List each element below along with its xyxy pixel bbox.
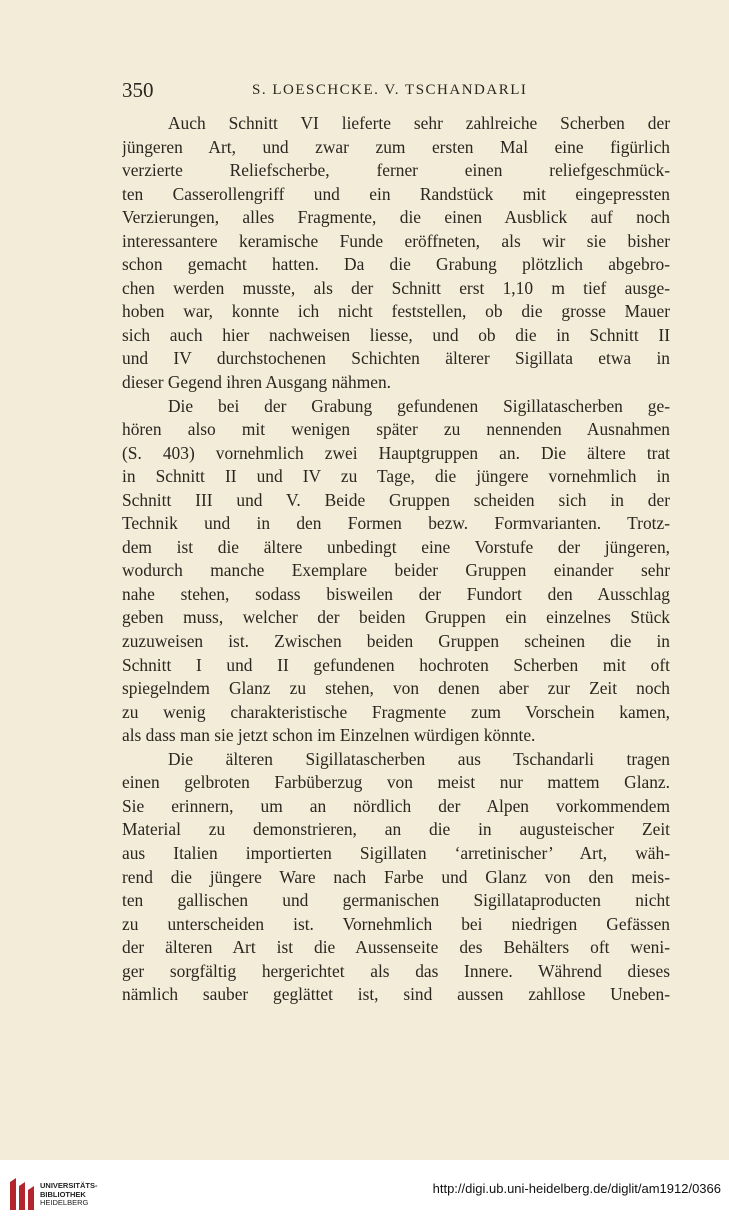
text-line: als dass man sie jetzt schon im Einzelnen würdigen könnte. bbox=[122, 725, 536, 746]
text-line: rend die jüngere Ware nach Farbe und Glanz von den meis- bbox=[122, 866, 670, 887]
text-line: wodurch manche Exemplare beider Gruppen einander sehr bbox=[122, 560, 670, 581]
library-line: UNIVERSITÄTS- bbox=[40, 1181, 98, 1190]
text-line: Schnitt III und V. Beide Gruppen scheiden sich in der bbox=[122, 489, 670, 510]
text-line: ten gallischen und germanischen Sigillataproducten nicht bbox=[122, 890, 670, 911]
running-head: S. LOESCHCKE. V. TSCHANDARLI bbox=[252, 82, 528, 98]
text-line: verzierte Reliefscherbe, ferner einen reliefgeschmück- bbox=[122, 160, 670, 181]
text-line: dem ist die ältere unbedingt eine Vorstufe der jüngeren, bbox=[122, 536, 670, 557]
text-line: dieser Gegend ihren Ausgang nähmen. bbox=[122, 372, 391, 393]
text-line: Schnitt I und II gefundenen hochroten Scherben mit oft bbox=[122, 654, 670, 675]
library-line: BIBLIOTHEK bbox=[40, 1189, 86, 1199]
text-line: jüngeren Art, und zwar zum ersten Mal eine figürlich bbox=[122, 136, 670, 157]
library-name bbox=[40, 1182, 98, 1208]
text-line: in Schnitt II und IV zu Tage, die jüngere vornehmlich in bbox=[122, 466, 670, 487]
text-line: interessantere keramische Funde eröffneten, als wir sie bisher bbox=[122, 230, 670, 251]
text-line: nämlich sauber geglättet ist, sind aussen zahllose Uneben- bbox=[122, 984, 670, 1005]
text-line: ger sorgfältig hergerichtet als das Innere. Während dieses bbox=[122, 960, 670, 981]
text-line: zuzuweisen ist. Zwischen beiden Gruppen scheinen die in bbox=[122, 631, 670, 652]
footer bbox=[0, 1160, 729, 1225]
library-logo-icon bbox=[6, 1174, 40, 1214]
text-line: schon gemacht hatten. Da die Grabung plötzlich abgebro- bbox=[122, 254, 670, 275]
text-line: Material zu demonstrieren, an die in augusteischer Zeit bbox=[122, 819, 670, 840]
page-header bbox=[122, 78, 670, 106]
text-line: ten Casserollengriff und ein Randstück mit eingepressten bbox=[122, 183, 670, 204]
body-text bbox=[122, 112, 670, 1007]
text-line: spiegelndem Glanz zu stehen, von denen aber zur Zeit noch bbox=[122, 678, 670, 699]
text-line: und IV durchstochenen Schichten älterer Sigillata etwa in bbox=[122, 348, 670, 369]
library-line: HEIDELBERG bbox=[40, 1198, 89, 1207]
text-line: zu wenig charakteristische Fragmente zum Vorschein kamen, bbox=[122, 701, 670, 722]
text-line: (S. 403) vornehmlich zwei Hauptgruppen an. Die ältere trat bbox=[122, 442, 670, 463]
text-line: geben muss, welcher der beiden Gruppen ein einzelnes Stück bbox=[122, 607, 670, 628]
text-line: nahe stehen, sodass bisweilen der Fundort den Ausschlag bbox=[122, 583, 670, 604]
text-line: Technik und in den Formen bezw. Formvarianten. Trotz- bbox=[122, 513, 670, 534]
text-line: hören also mit wenigen später zu nennenden Ausnahmen bbox=[122, 419, 670, 440]
text-line: sich auch hier nachweisen liesse, und ob die in Schnitt II bbox=[122, 324, 670, 345]
text-line: der älteren Art ist die Aussenseite des Behälters oft weni- bbox=[122, 937, 670, 958]
text-line: Auch Schnitt VI lieferte sehr zahlreiche Scherben der bbox=[168, 113, 670, 133]
text-line: Die älteren Sigillatascherben aus Tschandarli tragen bbox=[168, 748, 670, 769]
text-line: Verzierungen, alles Fragmente, die einen Ausblick auf noch bbox=[122, 207, 670, 228]
text-line: Sie erinnern, um an nördlich der Alpen vorkommendem bbox=[122, 795, 670, 816]
text-line: aus Italien importierten Sigillaten ‘arretinischer’ Art, wäh- bbox=[122, 842, 670, 863]
text-line: chen werden musste, als der Schnitt erst 1,10 m tief ausge- bbox=[122, 277, 670, 298]
text-line: zu unterscheiden ist. Vornehmlich bei niedrigen Gefässen bbox=[122, 913, 670, 934]
source-url-link[interactable]: http://digi.ub.uni-heidelberg.de/diglit/am1912/0366 bbox=[432, 1181, 721, 1196]
text-line: einen gelbroten Farbüberzug von meist nur mattem Glanz. bbox=[122, 772, 670, 793]
page-number: 350 bbox=[122, 78, 154, 102]
text-line: hoben war, konnte ich nicht feststellen, ob die grosse Mauer bbox=[122, 301, 670, 322]
text-line: Die bei der Grabung gefundenen Sigillatascherben ge- bbox=[168, 395, 670, 416]
